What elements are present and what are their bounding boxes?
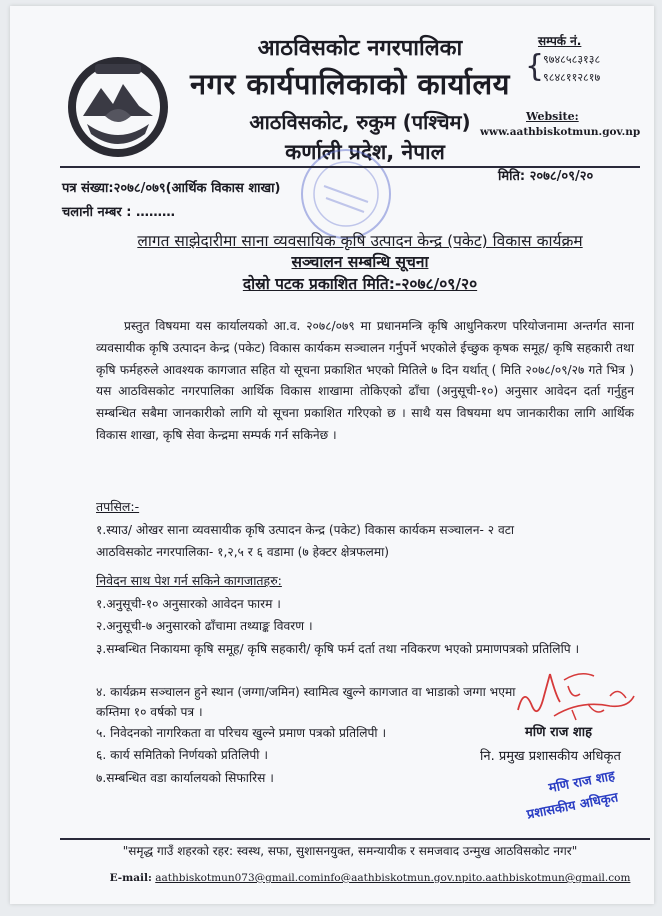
office-address: आठविसकोट, रुकुम (पश्चिम) [249, 110, 471, 134]
nepal-emblem-logo [65, 54, 171, 160]
handwritten-signature [510, 666, 640, 728]
reference-number: पत्र संख्या:२०७८/०७९(आर्थिक विकास शाखा) [62, 181, 281, 196]
email-address[interactable]: aathbiskotmun073@gmail.cominfo@aathbiskotmun.gov.npito.aathbiskotmun@gmail.com [155, 872, 631, 884]
province-name: कर्णाली प्रदेश, नेपाल [285, 140, 445, 164]
detail-line-1: १.स्याउ/ ओखर साना व्यवसायीक कृषि उत्पादन केन्द्र (पकेट) विकास कार्यकम सञ्चालन- २ वटा [96, 523, 515, 537]
footer-slogan: "समृद्ध गाउँ शहरको रहर: स्वस्थ, सफा, सुशासनयुक्त, समन्यायीक र समजवाद उन्मुख आठविसकोट नगर" [122, 844, 578, 858]
seal-stamp-title: प्रशासकीय अधिकृत [525, 790, 620, 823]
contact-bracket-glyph: { [525, 49, 545, 84]
office-round-stamp [298, 146, 394, 242]
footer-email-row [90, 872, 650, 884]
seal-stamp-name: मणि राज शाह [547, 768, 617, 797]
document-item-5: ५. निवेदनको नागरिकता वा परिचय खुल्ने प्रमाण पत्रको प्रतिलिपी । [96, 726, 387, 740]
signer-name: मणि राज शाह [525, 725, 593, 740]
email-label: E-mail: [109, 872, 152, 884]
document-item-2: २.अनुसूची-७ अनुसारको ढाँचामा तथ्याङ्क विवरण । [96, 619, 313, 633]
subject-line-1: लागत साझेदारीमा साना व्यवसायिक कृषि उत्पादन केन्द्र (पकेट) विकास कार्यक्रम [137, 232, 583, 250]
document-item-4: ४. कार्यक्रम सञ्चालन हुने स्थान (जग्गा/जमिन) स्वामित्व खुल्ने कागजात वा भाडाको जग्गा भएमा कम्तिमा १० वर्षको पत्र । [96, 685, 516, 719]
subject-line-3: दोस्रो पटक प्रकाशित मिति:-२०७८/०९/२० [242, 275, 478, 293]
contact-phone-1: ९७४८५८३१३८ [543, 53, 601, 66]
notice-document [10, 6, 654, 904]
document-item-1: १.अनुसूची-१० अनुसारको आवेदन फारम । [96, 597, 281, 611]
office-name: नगर कार्यपालिकाको कार्यालय [190, 67, 510, 101]
website-url[interactable]: www.aathbiskotmun.gov.np [480, 126, 641, 138]
subject-line-2: सञ्चालन सम्बन्धि सूचना [291, 253, 429, 271]
notice-body: प्रस्तुत विषयमा यस कार्यालयको आ.व. २०७८/०७९ मा प्रधानमन्त्रि कृषि आधुनिकरण परियोजनामा अन्तर्गत साना व्यवसायीक कृषि उत्पादन केन्द्र (पकेट) विकास कार्यकम सञ्चालन गर्नुपर्ने भएकोले ईच्छुक कृषक समूह/ कृषि सहकारी तथा कृषि फर्महरुले आवश्यक कागजात सहित यो सूचना प्रकाशित भएको मितिले ७ दिन यर्थात् ( मिति २०७८/०९/२७ गते भित्र ) यस आठविसकोट नगरपालिका आर्थिक विकास शाखामा तोकिएको ढाँचा (अनुसूची-१०) अनुसार आवेदन दर्ता गर्नुहुन सम्बन्धित सबैमा जानकारीको लागि यो सूचना प्रकाशित गरिएको छ । साथै यस विषयमा थप जानकारीका लागि आर्थिक विकास शाखा, कृषि सेवा केन्द्रमा सम्पर्क गर्न सकिनेछ । [96, 319, 634, 442]
signer-title: नि. प्रमुख प्रशासकीय अधिकृत [480, 749, 621, 764]
document-item-6: ६. कार्य समितिको निर्णयको प्रतिलिपी । [96, 748, 268, 762]
letter-date: मिति: २०७८/०९/२० [498, 169, 594, 184]
dispatch-number: चलानी नम्बर : ……… [62, 205, 175, 220]
document-item-3: ३.सम्बन्धित निकायमा कृषि समूह/ कृषि सहकारी/ कृषि फर्म दर्ता तथा नविकरण भएको प्रमाणपत्रको प्रतिलिपि । [96, 642, 580, 656]
detail-line-2: आठविसकोट नगरपालिका- १,२,५ र ६ वडामा (७ हेक्टर क्षेत्रफलमा) [96, 545, 390, 559]
website-label: Website: [526, 110, 579, 123]
documents-heading: निवेदन साथ पेश गर्न सकिने कागजातहरु: [96, 573, 282, 588]
contact-phone-2: ९८४८११२८१७ [543, 71, 601, 84]
document-item-7: ७.सम्बन्धित वडा कार्यालयको सिफारिस । [96, 771, 274, 785]
footer-divider [60, 838, 650, 840]
municipality-name: आठविसकोट नगरपालिका [257, 36, 463, 61]
contact-label: सम्पर्क नं. [538, 34, 582, 48]
details-heading: तपसिल:- [96, 499, 140, 514]
